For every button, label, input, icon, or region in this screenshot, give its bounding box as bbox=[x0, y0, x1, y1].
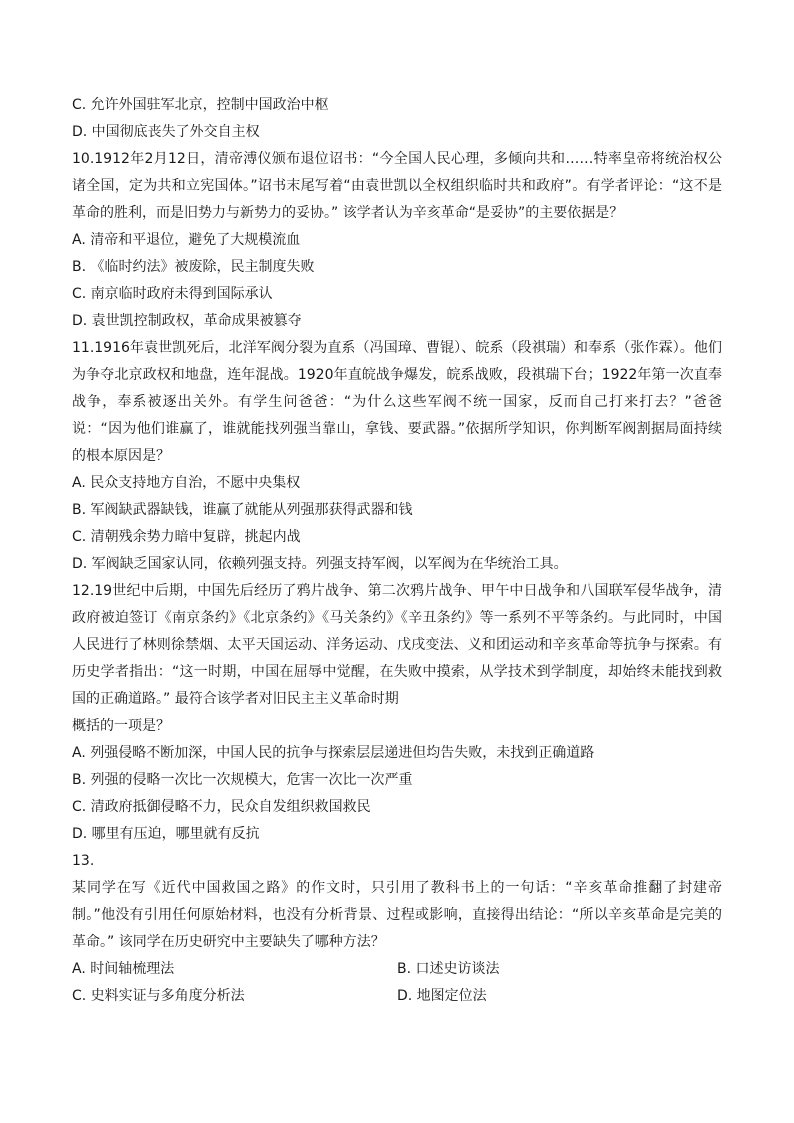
q9-option-c: C. 允许外国驻军北京，控制中国政治中枢 bbox=[72, 97, 329, 113]
q13-option-a: A. 时间轴梳理法 bbox=[72, 961, 175, 977]
q10-option-a: A. 清帝和平退位，避免了大规模流血 bbox=[72, 232, 301, 248]
q10-option-d: D. 袁世凯控制政权，革命成果被篡夺 bbox=[72, 313, 302, 329]
q11-option-a: A. 民众支持地方自治，不愿中央集权 bbox=[72, 475, 301, 491]
q12-option-a: A. 列强侵略不断加深，中国人民的抗争与探索层层递进但均告失败，未找到正确道路 bbox=[72, 745, 595, 761]
q11-option-d: D. 军阀缺乏国家认同，依赖列强支持。列强支持军阀，以军阀为在华统治工具。 bbox=[72, 556, 568, 572]
q13-option-c: C. 史料实证与多角度分析法 bbox=[72, 988, 245, 1004]
q13-options-row-1 bbox=[72, 956, 722, 983]
q10-stem: 10.1912年2月12日，清帝溥仪颁布退位诏书：“今全国人民心理，多倾向共和……特率皇帝将统治权公诸全国，定为共和立宪国体。”诏书末尾写着“由袁世凯以全权组织临时共和政府”。有学者评论：“这不是革命的胜利，而是旧势力与新势力的妥协。” 该学者认为辛亥革命“是妥协”的主要依据是？ bbox=[72, 151, 722, 221]
q10-option-c: C. 南京临时政府未得到国际承认 bbox=[72, 286, 273, 302]
q11-option-b: B. 军阀缺武器缺钱，谁赢了就能从列强那获得武器和钱 bbox=[72, 502, 413, 518]
q13-stem: 某同学在写《近代中国救国之路》的作文时，只引用了教科书上的一句话：“辛亥革命推翻了封建帝制。”他没有引用任何原始材料，也没有分析背景、过程或影响，直接得出结论：“所以辛亥革命是完美的革命。” 该同学在历史研究中主要缺失了哪种方法？ bbox=[72, 880, 722, 950]
q9-option-d: D. 中国彻底丧失了外交自主权 bbox=[72, 124, 260, 140]
q11-option-c: C. 清朝残余势力暗中复辟，挑起内战 bbox=[72, 529, 301, 545]
q12-option-c: C. 清政府抵御侵略不力，民众自发组织救国救民 bbox=[72, 799, 371, 815]
q12-option-b: B. 列强的侵略一次比一次规模大，危害一次比一次严重 bbox=[72, 772, 413, 788]
q13-option-b: B. 口述史访谈法 bbox=[397, 961, 500, 977]
q13-option-d: D. 地图定位法 bbox=[397, 988, 487, 1004]
q12-stem: 12.19世纪中后期，中国先后经历了鸦片战争、第二次鸦片战争、甲午中日战争和八国联军侵华战争，清政府被迫签订《南京条约》《北京条约》《马关条约》《辛丑条约》等一系列不平等条约。与此同时，中国人民进行了林则徐禁烟、太平天国运动、洋务运动、戊戌变法、义和团运动和辛亥革命等抗争与探索。有历史学者指出：“这一时期，中国在屈辱中觉醒，在失败中摸索，从学技术到学制度，却始终未能找到救国的正确道路。” 最符合该学者对旧民主主义革命时期 bbox=[72, 583, 722, 707]
q12-option-d: D. 哪里有压迫，哪里就有反抗 bbox=[72, 826, 260, 842]
q12-stem-tail: 概括的一项是？ bbox=[72, 718, 170, 734]
q13-options-row-2 bbox=[72, 983, 722, 1010]
q10-option-b: B. 《临时约法》被废除，民主制度失败 bbox=[72, 259, 315, 275]
exam-page bbox=[72, 92, 722, 1010]
q13-number: 13. bbox=[72, 853, 95, 869]
q11-stem: 11.1916年袁世凯死后，北洋军阀分裂为直系（冯国璋、曹锟）、皖系（段祺瑞）和奉系（张作霖）。他们为争夺北京政权和地盘，连年混战。1920年直皖战争爆发，皖系战败，段祺瑞下台；1922年第一次直奉战争，奉系被逐出关外。有学生问爸爸：“为什么这些军阀不统一国家，反而自己打来打去？”爸爸说：“因为他们谁赢了，谁就能找列强当靠山，拿钱、要武器。”依据所学知识，你判断军阀割据局面持续的根本原因是？ bbox=[72, 340, 722, 464]
